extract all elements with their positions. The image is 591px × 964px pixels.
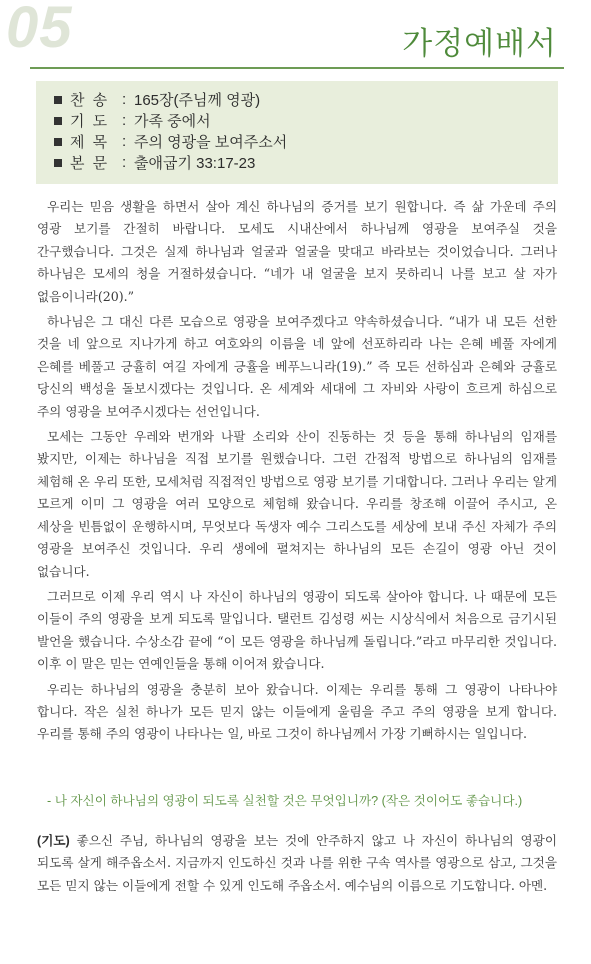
info-row-prayer bbox=[54, 110, 558, 131]
body-paragraph: 우리는 하나님의 영광을 충분히 보아 왔습니다. 이제는 우리를 통해 그 영광이 나타나야 합니다. 작은 실천 하나가 모든 믿지 않는 이들에게 울림을 주고 주의 영광을 보게 합니다. 우리를 통해 주의 영광이 나타나는 일, 바로 그것이 하나님께서 가장 기뻐하시는 일입니다. bbox=[37, 681, 557, 742]
page-header bbox=[0, 0, 591, 72]
page-number: 05 bbox=[6, 0, 73, 60]
worship-info-box bbox=[36, 81, 558, 184]
square-bullet-icon bbox=[54, 117, 62, 125]
reflection-question: - 나 자신이 하나님의 영광이 되도록 실천할 것은 무엇입니까? (작은 것이어도 좋습니다.) bbox=[47, 794, 523, 808]
prayer-text: 좋으신 주님, 하나님의 영광을 보는 것에 안주하지 않고 나 자신이 하나님의 영광이 되도록 살게 해주옵소서. 지금까지 인도하신 것과 나를 위한 구속 역사를 영광으로 삼고, 그것을 모든 믿지 않는 이들에게 전할 수 있게 인도해 주옵소서. 예수님의 이름으로 기도합니다. 아멘. bbox=[37, 833, 557, 893]
info-colon: : bbox=[122, 154, 127, 171]
square-bullet-icon bbox=[54, 138, 62, 146]
body-paragraph: 우리는 믿음 생활을 하면서 살아 계신 하나님의 증거를 보기 원합니다. 즉 삶 가운데 주의 영광 보기를 간절히 바랍니다. 모세도 시내산에서 하나님께 영광을 보여주실 것을 간구했습니다. 그것은 실제 하나님과 얼굴과 얼굴을 맞대고 바라보는 것이었습니다. 그러나 하나님은 모세의 청을 거절하셨습니다. “네가 내 얼굴을 보지 못하리니 나를 보고 살 자가 없음이니라(20).” bbox=[37, 199, 557, 304]
info-label: 찬 송 bbox=[70, 92, 110, 109]
info-row-hymn bbox=[54, 89, 558, 110]
info-label: 기 도 bbox=[70, 113, 110, 130]
body-paragraph: 그러므로 이제 우리 역시 나 자신이 하나님의 영광이 되도록 살아야 합니다. 나 때문에 모든 이들이 주의 영광을 보게 되도록 말입니다. 탤런트 김성령 씨는 시상식에서 처음으로 금기시된 발언을 했습니다. 수상소감 끝에 “이 모든 영광을 하나님께 돌립니다.”라고 마무리한 것입니다. 이후 이 말은 믿는 연예인들을 통해 이어져 왔습니다. bbox=[37, 588, 557, 672]
page-title: 가정예배서 bbox=[402, 26, 557, 61]
body-paragraph: 하나님은 그 대신 다른 모습으로 영광을 보여주겠다고 약속하셨습니다. “내가 내 모든 선한 것을 네 앞으로 지나가게 하고 여호와의 이름을 네 앞에 선포하리라 나는 은혜 베풀 자에게 은혜를 베풀고 긍휼히 여길 자에게 긍휼을 베푸느니라(19).” 즉 모든 선하심과 은혜와 긍휼로 당신의 백성을 돌보시겠다는 것입니다. 온 세계와 세대에 그 자비와 사랑이 흐르게 하심으로 주의 영광을 보여주시겠다는 선언입니다. bbox=[37, 314, 557, 419]
square-bullet-icon bbox=[54, 159, 62, 167]
info-colon: : bbox=[122, 91, 127, 108]
info-value: 가족 중에서 bbox=[134, 113, 211, 130]
info-row-scripture bbox=[54, 152, 558, 173]
info-row-subject bbox=[54, 131, 558, 152]
info-value: 주의 영광을 보여주소서 bbox=[134, 134, 288, 151]
closing-prayer bbox=[37, 830, 557, 897]
sermon-body bbox=[37, 196, 557, 749]
info-colon: : bbox=[122, 133, 127, 150]
info-colon: : bbox=[122, 112, 127, 129]
info-label: 본 문 bbox=[70, 155, 110, 172]
square-bullet-icon bbox=[54, 96, 62, 104]
prayer-label: (기도) bbox=[37, 834, 70, 848]
info-value: 출애굽기 33:17-23 bbox=[134, 155, 256, 172]
info-label: 제 목 bbox=[70, 134, 110, 151]
header-divider bbox=[30, 67, 564, 69]
body-paragraph: 모세는 그동안 우레와 번개와 나팔 소리와 산이 진동하는 것 등을 통해 하나님의 임재를 봤지만, 이제는 하나님을 직접 보기를 원했습니다. 그런 간접적 방법으로 하나님의 임재를 체험해 온 우리 또한, 모세처럼 직접적인 방법으로 영광 보기를 기대합니다. 그러나 우리는 알게 모르게 이미 그 영광을 여러 모양으로 체험해 왔습니다. 우리를 창조해 이끌어 주시고, 온 세상을 빈틈없이 운행하시며, 무엇보다 독생자 예수 그리스도를 세상에 보내 주신 자체가 주의 영광을 보여주신 것입니다. 우리 생에에 펼쳐지는 하나님의 모든 손길이 영광 아닌 것이 없습니다. bbox=[37, 429, 557, 579]
info-value: 165장(주님께 영광) bbox=[134, 92, 261, 109]
